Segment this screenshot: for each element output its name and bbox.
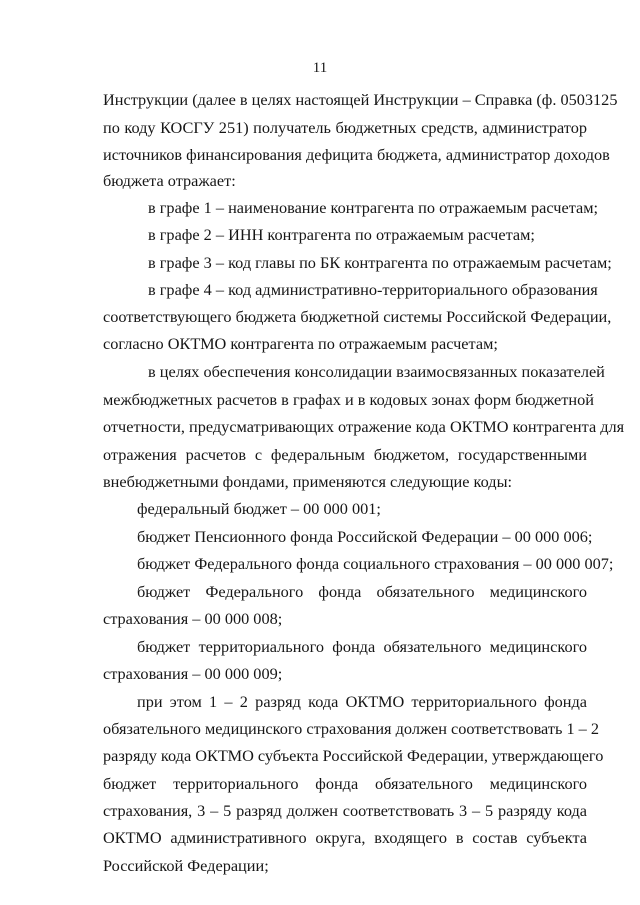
text-line: страхования – 00 000 008;	[103, 609, 283, 628]
text-line: разряду кода ОКТМО субъекта Российской Федерации, утверждающего	[103, 746, 604, 765]
text-line: при этом 1 – 2 разряд кода ОКТМО территориального фонда	[137, 692, 587, 711]
text-line: бюджет Пенсионного фонда Российской Федерации – 00 000 006;	[137, 527, 593, 546]
text-line: ОКТМО административного округа, входящего в состав субъекта	[103, 828, 587, 847]
text-line: страхования, 3 – 5 разряд должен соответствовать 3 – 5 разряду кода	[103, 801, 587, 820]
text-line: отчетности, предусматривающих отражение кода ОКТМО контрагента для	[103, 417, 625, 436]
text-line: межбюджетных расчетов в графах и в кодовых зонах форм бюджетной	[103, 390, 594, 409]
text-line: источников финансирования дефицита бюджета, администратор доходов	[103, 145, 610, 164]
text-line: отражения расчетов с федеральным бюджетом, государственными	[103, 445, 587, 464]
text-line: бюджет Федерального фонда обязательного медицинского	[137, 582, 587, 601]
text-line: Инструкции (далее в целях настоящей Инструкции – Справка (ф. 0503125	[103, 90, 618, 109]
text-line: страхования – 00 000 009;	[103, 664, 283, 683]
page-number: 11	[312, 60, 328, 76]
text-line: Российской Федерации;	[103, 856, 269, 875]
text-line: бюджет территориального фонда обязательного медицинского	[137, 637, 587, 656]
text-line: в графе 3 – код главы по БК контрагента по отражаемым расчетам;	[148, 253, 612, 272]
text-line: в графе 4 – код административно-территориального образования	[148, 280, 598, 299]
text-line: согласно ОКТМО контрагента по отражаемым расчетам;	[103, 334, 498, 353]
text-line: в целях обеспечения консолидации взаимосвязанных показателей	[148, 362, 605, 381]
text-line: внебюджетными фондами, применяются следующие коды:	[103, 472, 513, 491]
text-line: обязательного медицинского страхования должен соответствовать 1 – 2	[103, 719, 600, 738]
text-line: соответствующего бюджета бюджетной системы Российской Федерации,	[103, 307, 612, 326]
text-line: бюджета отражает:	[103, 171, 236, 190]
text-line: в графе 2 – ИНН контрагента по отражаемым расчетам;	[148, 225, 535, 244]
text-line: бюджет Федерального фонда социального страхования – 00 000 007;	[137, 554, 614, 573]
text-line: по коду КОСГУ 251) получатель бюджетных средств, администратор	[103, 118, 587, 137]
text-line: федеральный бюджет – 00 000 001;	[137, 499, 381, 518]
text-line: в графе 1 – наименование контрагента по отражаемым расчетам;	[148, 198, 599, 217]
text-line: бюджет территориального фонда обязательного медицинского	[103, 774, 587, 793]
